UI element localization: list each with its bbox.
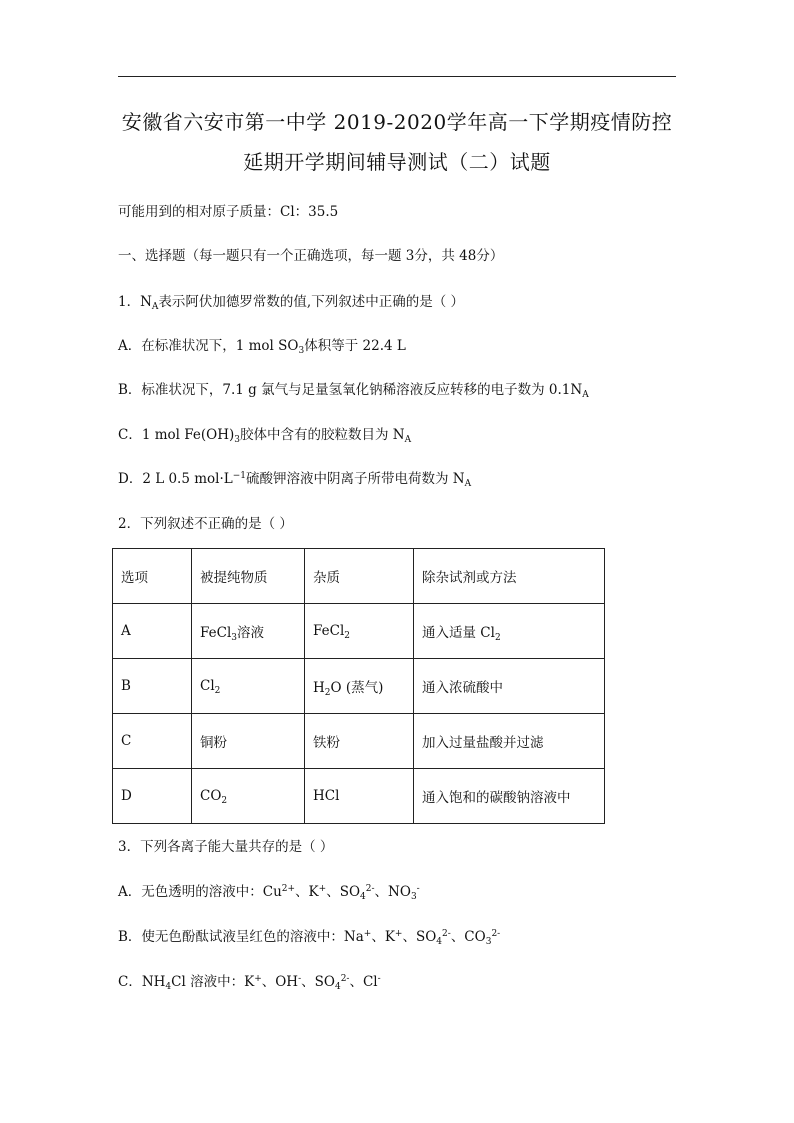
table-row xyxy=(113,604,605,659)
page-title-line-2: 延期开学期间辅导测试（二）试题 xyxy=(243,150,551,174)
header-rule xyxy=(118,76,676,77)
table-header-cell: 杂质 xyxy=(305,549,414,604)
table-cell-method: 通入适量 $Cl_2$ xyxy=(414,604,605,659)
question-1-option-d[interactable]: D．2 L 0.5 $mol\cdot L^{-1}$硫酸钾溶液中阴离子所带电荷数为 $N_A$ xyxy=(118,471,472,489)
table-cell-impurity: FeCl$_2$ xyxy=(305,604,414,659)
question-3-option-b[interactable]: B．使无色酚酞试液呈红色的溶液中：Na+、K+、$SO_4^{2-}$、$CO_3^{2-}$ xyxy=(118,929,501,947)
question-1-option-c[interactable]: C．1 mol $Fe(OH)_3$胶体中含有的胶粒数目为 $N_A$ xyxy=(118,427,412,445)
table-row xyxy=(113,714,605,769)
table-header-row xyxy=(113,549,605,604)
table-cell-method: 加入过量盐酸并过滤 xyxy=(414,714,605,769)
question-1-stem: 1．$N_A$表示阿伏加德罗常数的值,下列叙述中正确的是（ ） xyxy=(118,294,464,312)
question-3-option-a[interactable]: A．无色透明的溶液中：$Cu^{2+}$、K+、$SO_4^{2-}$、$NO_3^-$ xyxy=(118,884,420,902)
question-3-stem: 3．下列各离子能大量共存的是（ ） xyxy=(118,839,334,855)
table-cell-substance: $CO_2$ xyxy=(192,769,305,824)
table-cell-substance: $Cl_2$ xyxy=(192,659,305,714)
table-row xyxy=(113,769,605,824)
table-row xyxy=(113,659,605,714)
atomic-mass-note: 可能用到的相对原子质量：Cl：35.5 xyxy=(118,204,339,220)
question-1-option-a[interactable]: A．在标准状况下，1 mol $SO_3$体积等于 22.4 L xyxy=(118,338,406,356)
table-cell-method: 通入饱和的碳酸钠溶液中 xyxy=(414,769,605,824)
section-heading: 一、选择题（每一题只有一个正确选项，每一题 3分，共 48分） xyxy=(118,248,504,264)
page-title-line-1: 安徽省六安市第一中学 2019-2020学年高一下学期疫情防控 xyxy=(121,110,673,134)
table-cell-impurity: $H_2O$ (蒸气) xyxy=(305,659,414,714)
table-header-cell: 选项 xyxy=(113,549,192,604)
table-cell-impurity: 铁粉 xyxy=(305,714,414,769)
table-cell-method: 通入浓硫酸中 xyxy=(414,659,605,714)
question-2-stem: 2．下列叙述不正确的是（ ） xyxy=(118,516,293,532)
table-cell-impurity: HCl xyxy=(305,769,414,824)
table-cell-option: A xyxy=(113,604,192,659)
table-header-cell: 除杂试剂或方法 xyxy=(414,549,605,604)
table-cell-substance: 铜粉 xyxy=(192,714,305,769)
table-cell-option: B xyxy=(113,659,192,714)
table-cell-option: D xyxy=(113,769,192,824)
question-1-option-b[interactable]: B．标准状况下，7.1 g 氯气与足量氢氧化钠稀溶液反应转移的电子数为 $0.1N_A$ xyxy=(118,382,589,400)
question-3-option-c[interactable]: C．$NH_4Cl$ 溶液中：K+、OH-、$SO_4^{2-}$、Cl- xyxy=(118,974,381,992)
table-header-cell: 被提纯物质 xyxy=(192,549,305,604)
question-2-table xyxy=(112,548,605,824)
table-cell-option: C xyxy=(113,714,192,769)
table-cell-substance: FeCl$_3$溶液 xyxy=(192,604,305,659)
